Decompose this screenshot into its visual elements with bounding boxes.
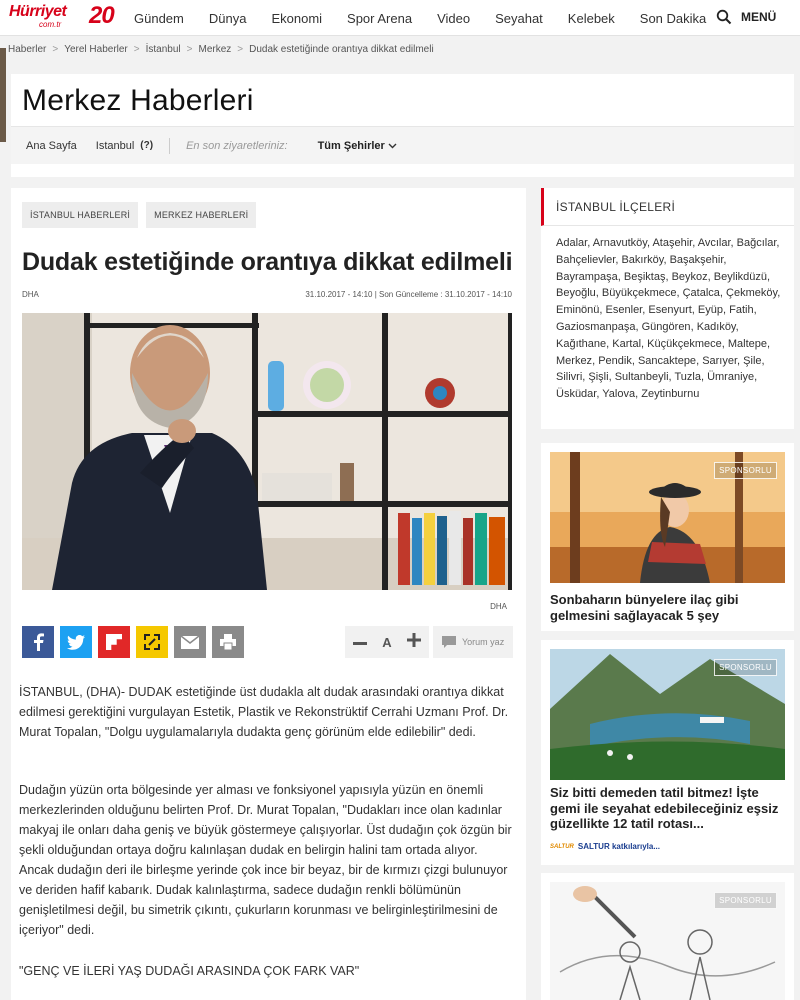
- district-separator: ,: [606, 337, 613, 350]
- district-separator: ,: [646, 237, 653, 249]
- sponsored-badge: SPONSORLU: [714, 892, 777, 909]
- district-link[interactable]: Çatalca: [682, 287, 720, 300]
- district-link[interactable]: Beşiktaş: [623, 270, 666, 283]
- city-help-link[interactable]: (?): [140, 140, 154, 151]
- district-separator: ,: [753, 304, 757, 317]
- card-image[interactable]: [550, 882, 785, 1000]
- district-separator: ,: [735, 320, 739, 333]
- font-size-controls: [345, 626, 429, 658]
- comment-label: Yorum yaz: [462, 637, 505, 647]
- district-separator: ,: [631, 354, 638, 367]
- district-link[interactable]: Başakşehir: [669, 253, 724, 266]
- logo-wordmark: Hürriyet: [9, 3, 67, 20]
- district-separator: ,: [595, 287, 602, 300]
- font-increase-button[interactable]: [407, 633, 421, 652]
- recent-visits-label: En son ziyaretleriniz:: [186, 139, 288, 152]
- font-size-label: A: [382, 634, 392, 650]
- nav-item-ekonomi[interactable]: Ekonomi: [271, 10, 323, 26]
- district-link[interactable]: Bahçelievler: [556, 253, 616, 266]
- district-link[interactable]: Şişli: [588, 371, 609, 384]
- district-separator: ,: [691, 304, 698, 317]
- share-bar: [22, 626, 250, 658]
- district-link[interactable]: Tuzla: [674, 371, 701, 384]
- saltur-logo: SALTUR: [550, 843, 574, 850]
- district-link[interactable]: Arnavutköy: [592, 237, 647, 249]
- district-link[interactable]: Esenyurt: [648, 304, 692, 317]
- article-dates: 31.10.2017 - 14:10 | Son Güncelleme : 31.10.2017 - 14:10: [305, 290, 512, 299]
- home-link[interactable]: Ana Sayfa: [26, 139, 77, 152]
- breadcrumb-current: Dudak estetiğinde orantıya dikkat edilmeli: [249, 44, 434, 55]
- tag-merkez[interactable]: MERKEZ HABERLERİ: [146, 202, 256, 228]
- district-separator: ,: [719, 287, 727, 300]
- district-separator: ,: [641, 337, 648, 350]
- district-link[interactable]: Beykoz: [671, 270, 708, 283]
- sponsored-card[interactable]: [541, 873, 794, 1000]
- district-separator: ,: [723, 253, 727, 266]
- district-link[interactable]: Üsküdar: [556, 388, 597, 401]
- district-separator: ,: [635, 320, 642, 333]
- city-link[interactable]: Istanbul: [95, 139, 135, 152]
- district-separator: ,: [767, 337, 771, 350]
- district-link[interactable]: Merkez: [556, 354, 593, 367]
- article-photo[interactable]: [22, 313, 512, 590]
- district-link[interactable]: Sarıyer: [702, 354, 738, 367]
- all-cities-dropdown[interactable]: [318, 140, 397, 152]
- article-source: DHA: [22, 290, 39, 299]
- article-tags: [22, 202, 264, 228]
- district-separator: ,: [599, 304, 606, 317]
- district-link[interactable]: Şile: [743, 354, 762, 367]
- district-separator: ,: [668, 371, 675, 384]
- category-subnav: [11, 126, 794, 164]
- envelope-icon: [181, 636, 199, 649]
- plus-icon: [407, 633, 421, 647]
- article-subheading: "GENÇ VE İLERİ YAŞ DUDAĞI ARASINDA ÇOK FARK VAR": [19, 964, 360, 978]
- page-title: Merkez Haberleri: [22, 84, 254, 117]
- photo-credit: DHA: [490, 602, 507, 611]
- district-link[interactable]: Yalova: [602, 388, 636, 401]
- district-separator: ,: [665, 270, 672, 283]
- card-sponsor[interactable]: [550, 842, 660, 851]
- district-separator: ,: [635, 388, 642, 401]
- district-separator: ,: [696, 354, 703, 367]
- twitter-share-button[interactable]: [60, 626, 92, 658]
- hurriyet-logo[interactable]: [9, 2, 114, 31]
- district-link[interactable]: Esenler: [605, 304, 643, 317]
- breadcrumb-separator: >: [133, 44, 140, 55]
- districts-title: İSTANBUL İLÇELERİ: [541, 188, 794, 226]
- search-icon[interactable]: [716, 9, 732, 25]
- district-separator: ,: [587, 237, 593, 249]
- nav-item-kelebek[interactable]: Kelebek: [567, 10, 615, 26]
- email-share-button[interactable]: [174, 626, 206, 658]
- district-separator: ,: [617, 270, 624, 283]
- district-link[interactable]: Avcılar: [697, 237, 731, 249]
- breadcrumb-item[interactable]: Merkez: [198, 44, 232, 55]
- sponsored-badge: SPONSORLU: [714, 462, 777, 479]
- district-separator: ,: [721, 337, 728, 350]
- district-link[interactable]: Fatih: [729, 304, 754, 317]
- district-link[interactable]: Küçükçekmece: [647, 337, 722, 350]
- district-separator: ,: [596, 388, 603, 401]
- article-container: [11, 188, 526, 1000]
- sponsored-card[interactable]: [541, 640, 794, 865]
- district-separator: ,: [707, 270, 714, 283]
- district-separator: ,: [676, 287, 683, 300]
- district-separator: ,: [692, 237, 698, 249]
- breadcrumb-item[interactable]: Yerel Haberler: [64, 44, 128, 55]
- card-title[interactable]: Siz bitti demeden tatil bitmez! İşte gemi ile seyahat edebileceğiniz eşsiz güzellikte 12 tatil rotası...: [550, 785, 779, 831]
- district-link[interactable]: Ataşehir: [652, 237, 693, 249]
- comment-button[interactable]: [433, 626, 513, 658]
- nav-item-gundem[interactable]: Gündem: [134, 10, 184, 26]
- facebook-share-button[interactable]: [22, 626, 54, 658]
- card-image[interactable]: [550, 452, 785, 583]
- main-menu: [134, 0, 731, 36]
- district-link[interactable]: Beylikdüzü: [713, 270, 767, 283]
- minus-icon: [353, 642, 367, 646]
- districts-list: [556, 235, 781, 403]
- district-link[interactable]: Güngören: [641, 320, 691, 333]
- expand-icon: [144, 634, 160, 650]
- district-link[interactable]: Eyüp: [697, 304, 723, 317]
- district-link[interactable]: Kağıthane: [556, 337, 607, 350]
- print-button[interactable]: [212, 626, 244, 658]
- district-separator: ,: [700, 371, 708, 384]
- printer-icon: [220, 634, 236, 650]
- district-separator: ,: [608, 371, 615, 384]
- district-separator: ,: [730, 237, 737, 249]
- facebook-icon: [31, 633, 45, 651]
- district-link[interactable]: Ümraniye: [707, 371, 755, 384]
- breadcrumb-separator: >: [237, 44, 244, 55]
- district-link[interactable]: Silivri: [556, 371, 583, 384]
- district-link[interactable]: Bayrampaşa: [556, 270, 618, 283]
- left-edge-ad-strip: [0, 48, 6, 142]
- district-separator: ,: [663, 253, 670, 266]
- districts-panel: [541, 188, 794, 429]
- nav-item-son-dakika[interactable]: Son Dakika: [639, 10, 707, 26]
- card-image[interactable]: [550, 649, 785, 780]
- district-separator: ,: [690, 320, 697, 333]
- all-cities-label: Tüm Şehirler: [317, 139, 385, 152]
- logo-anniversary: 20: [89, 2, 114, 29]
- district-separator: ,: [592, 354, 599, 367]
- district-link[interactable]: Gaziosmanpaşa: [556, 320, 636, 333]
- district-link[interactable]: Kartal: [612, 337, 642, 350]
- district-separator: ,: [767, 270, 771, 283]
- district-link[interactable]: Bakırköy: [621, 253, 664, 266]
- speech-bubble-icon: [441, 635, 457, 649]
- article-headline: Dudak estetiğinde orantıya dikkat edilmeli: [22, 248, 513, 276]
- breadcrumb-item[interactable]: İstanbul: [145, 44, 181, 55]
- top-navigation: [0, 0, 800, 36]
- logo-domain: com.tr: [39, 20, 62, 29]
- district-separator: ,: [776, 237, 780, 249]
- sponsored-card[interactable]: [541, 443, 794, 631]
- district-separator: ,: [642, 304, 649, 317]
- district-separator: ,: [737, 354, 744, 367]
- district-link[interactable]: Bağcılar: [736, 237, 777, 249]
- district-link[interactable]: Çekmeköy: [726, 287, 778, 300]
- district-link[interactable]: Adalar: [556, 237, 588, 249]
- district-link[interactable]: Sancaktepe: [637, 354, 697, 367]
- district-separator: ,: [761, 354, 765, 367]
- expand-share-button[interactable]: [136, 626, 168, 658]
- card-title[interactable]: Sonbaharın bünyelere ilaç gibi gelmesini sağlayacak 5 şey: [550, 592, 739, 623]
- tag-istanbul[interactable]: İSTANBUL HABERLERİ: [22, 202, 138, 228]
- district-link[interactable]: Eminönü: [556, 304, 600, 317]
- article-paragraph: İSTANBUL, (DHA)- DUDAK estetiğinde üst dudakla alt dudak arasındaki orantıya dikkat edilmesi gerektiğini vurgulayan Estetik, Plastik ve Rekonstrüktif Cerrahi Uzmanı Prof. Dr. Murat Topalan, "Dolgu uygulamalarıyla dudakta genç görünüm elde edilebilir" dedi.: [19, 685, 509, 739]
- flipboard-icon: [106, 634, 122, 650]
- district-link[interactable]: Sultanbeyli: [614, 371, 669, 384]
- nav-item-video[interactable]: Video: [437, 10, 471, 26]
- district-link[interactable]: Beyoğlu: [556, 287, 596, 300]
- district-separator: ,: [615, 253, 622, 266]
- district-separator: ,: [582, 371, 589, 384]
- article-paragraph: Dudağın yüzün orta bölgesinde yer alması ve fonksiyonel yapısıyla yüzün en önemli merkezlerinden olduğunu belirten Prof. Dr. Murat Topalan, "Dudakları ince olan kadınlar makyaj ile onları daha geniş ve büyük göstermeye çalışıyorlar. Üst dudağın çok özgün bir şekli olduğundan ortaya doğru kalınlaşan dudak en belirgin halini tam ortada alıyor. Ancak dudağın deri ile birleşme yerinde çok ince bir beyaz, bir de kırmızı çizgi bulunuyor ve deriden hafif kabarık. Dudak kalınlaştırma, sadece dudağın renkli bölümünün genişletilmesi değil, bu simetrik çıkıntı, çukurların korunması ve belirginleştirilmesini de içeriyor" dedi.: [19, 783, 512, 937]
- district-link[interactable]: Büyükçekmece: [601, 287, 677, 300]
- flipboard-share-button[interactable]: [98, 626, 130, 658]
- nav-item-dunya[interactable]: Dünya: [208, 10, 247, 26]
- district-separator: ,: [777, 287, 781, 300]
- district-link[interactable]: Maltepe: [727, 337, 768, 350]
- subnav-divider: [169, 138, 170, 154]
- district-link[interactable]: Pendik: [598, 354, 632, 367]
- chevron-down-icon: [388, 143, 397, 149]
- district-link[interactable]: Kadıköy: [696, 320, 736, 333]
- district-link[interactable]: Zeytinburnu: [641, 388, 700, 401]
- breadcrumb-separator: >: [186, 44, 193, 55]
- district-separator: ,: [754, 371, 758, 384]
- category-header: [11, 74, 794, 177]
- font-decrease-button[interactable]: [353, 633, 367, 651]
- card-sponsor-label: SALTUR katkılarıyla...: [577, 842, 660, 851]
- menu-button[interactable]: MENÜ: [741, 10, 777, 24]
- twitter-icon: [67, 635, 85, 650]
- nav-item-spor-arena[interactable]: Spor Arena: [347, 10, 413, 26]
- district-separator: ,: [723, 304, 730, 317]
- nav-item-seyahat[interactable]: Seyahat: [495, 10, 543, 26]
- breadcrumb-item[interactable]: Haberler: [8, 44, 47, 55]
- breadcrumb: [8, 44, 434, 55]
- sponsored-badge: SPONSORLU: [714, 659, 777, 676]
- breadcrumb-separator: >: [52, 44, 59, 55]
